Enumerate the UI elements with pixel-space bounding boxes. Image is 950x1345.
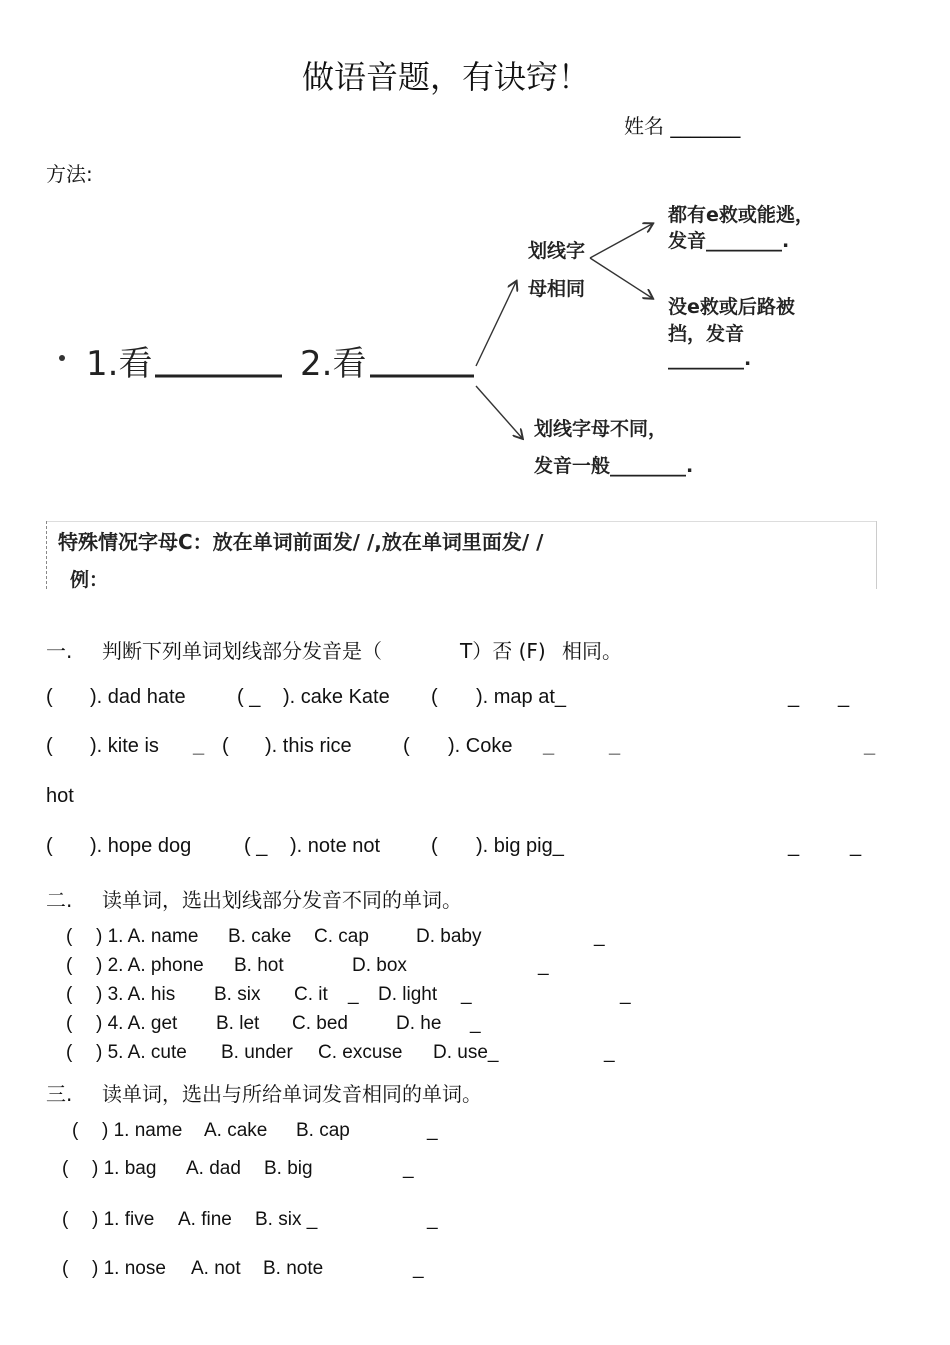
underline-mark: _ <box>850 835 862 857</box>
e-rescue-line2: 发音________. <box>668 230 790 252</box>
underline-mark: _ <box>470 1013 481 1034</box>
underline-mark: _ <box>604 1042 615 1063</box>
section1-heading-end: 相同。 <box>562 639 622 663</box>
diagram-lines <box>0 0 950 500</box>
answer-paren[interactable]: ( <box>72 1120 79 1141</box>
option-b: B. cap <box>296 1120 350 1141</box>
diff-letters-line1: 划线字母不同， <box>534 418 668 440</box>
answer-paren[interactable]: ( <box>66 955 73 976</box>
underline-mark: _ <box>193 735 205 757</box>
e-rescue-line1: 都有e救或能逃， <box>668 204 814 226</box>
question-word: ) 1. five <box>92 1209 155 1230</box>
underline-mark: _ <box>838 686 850 708</box>
box-left-border <box>46 521 47 589</box>
underline-mark: _ <box>348 984 359 1005</box>
underline-mark: _ <box>864 735 876 757</box>
word-pair: ). Coke <box>448 735 513 757</box>
option-c: C. cap <box>314 926 369 947</box>
section2-heading: 读单词，选出划线部分发音不同的单词。 <box>102 888 462 912</box>
word-pair: ). cake Kate <box>283 686 390 708</box>
option-b: B. six <box>214 984 261 1005</box>
option-b: B. cake <box>228 926 292 947</box>
answer-paren[interactable]: ( <box>62 1258 69 1279</box>
option-d: D. baby <box>416 926 482 947</box>
answer-paren[interactable]: ( <box>62 1158 69 1179</box>
word-pair: ). big pig_ <box>476 835 564 857</box>
option-a: A. fine <box>178 1209 232 1230</box>
underline-mark: _ <box>620 984 631 1005</box>
option-a: A. cake <box>204 1120 268 1141</box>
option-b: B. six _ <box>255 1209 318 1230</box>
option-d: D. use_ <box>433 1042 499 1063</box>
answer-paren[interactable]: ( <box>222 735 229 757</box>
no-e-line2: 挡，发音 <box>668 323 745 345</box>
answer-paren[interactable]: ( <box>46 835 53 857</box>
word-hot: hot <box>46 785 74 807</box>
underline-mark: _ <box>609 735 621 757</box>
page-title: 做语音题，有诀窍！ <box>302 58 591 96</box>
option-c: C. it <box>294 984 328 1005</box>
option-d: D. box <box>352 955 407 976</box>
section3-heading: 读单词，选出与所给单词发音相同的单词。 <box>102 1082 482 1106</box>
question-word: ) 1. nose <box>92 1258 166 1279</box>
underline-mark: _ <box>403 1158 414 1179</box>
word-pair: ). this rice <box>265 735 352 757</box>
section1-heading-tf: T）否 (F) <box>460 639 546 663</box>
arrow-to-same <box>476 282 516 366</box>
underline-mark: _ <box>461 984 472 1005</box>
underline-mark: _ <box>538 955 549 976</box>
word-pair: ). dad hate <box>90 686 186 708</box>
answer-paren[interactable]: ( <box>431 835 438 857</box>
word-pair: ). map at_ <box>476 686 567 708</box>
option-b: B. note <box>263 1258 324 1279</box>
answer-paren[interactable]: ( <box>66 1042 73 1063</box>
special-example-label: 例： <box>70 569 109 591</box>
option-d: D. he <box>396 1013 442 1034</box>
option-a: A. dad <box>186 1158 241 1179</box>
underline-mark: _ <box>788 686 800 708</box>
option-b: B. under <box>221 1042 293 1063</box>
section1-heading: 判断下列单词划线部分发音是（ <box>102 639 382 663</box>
no-e-line3: ________. <box>668 348 752 370</box>
option-c: C. bed <box>292 1013 348 1034</box>
box-top-border <box>46 521 876 522</box>
answer-paren[interactable]: ( <box>62 1209 69 1230</box>
answer-paren[interactable]: ( <box>403 735 410 757</box>
option-c: C. excuse <box>318 1042 403 1063</box>
bullet-dot <box>59 355 65 361</box>
question-word: ) 1. A. name <box>96 926 199 947</box>
question-word: ) 5. A. cute <box>96 1042 187 1063</box>
arrow-to-diff <box>476 386 522 438</box>
arrow-to-no-e <box>590 258 652 298</box>
underline-mark: _ <box>594 926 605 947</box>
word-pair: ). kite is <box>90 735 159 757</box>
option-a: A. not <box>191 1258 241 1279</box>
arrow-to-e-rescue <box>590 224 652 258</box>
underline-mark: _ <box>413 1258 424 1279</box>
answer-paren[interactable]: ( _ <box>237 686 261 708</box>
underline-mark: _ <box>543 735 555 757</box>
word-pair: ). note not <box>290 835 381 857</box>
box-right-border <box>876 521 877 589</box>
answer-paren[interactable]: ( <box>66 926 73 947</box>
underline-mark: _ <box>427 1209 438 1230</box>
question-word: ) 3. A. his <box>96 984 176 1005</box>
question-word: ) 1. name <box>102 1120 183 1141</box>
method-label: 方法: <box>46 162 93 186</box>
answer-paren[interactable]: ( <box>66 984 73 1005</box>
no-e-line1: 没e救或后路被 <box>668 296 795 318</box>
special-case-text: 特殊情况字母C：放在单词前面发/ /,放在单词里面发/ / <box>58 530 544 554</box>
underline-mark: _ <box>427 1120 438 1141</box>
question-word: ) 4. A. get <box>96 1013 178 1034</box>
section2-number: 二. <box>46 888 73 912</box>
question-word: ) 2. A. phone <box>96 955 204 976</box>
answer-paren[interactable]: ( _ <box>244 835 268 857</box>
question-word: ) 1. bag <box>92 1158 157 1179</box>
section1-number: 一. <box>46 639 73 663</box>
word-pair: ). hope dog <box>90 835 192 857</box>
same-letters-line1: 划线字 <box>528 240 586 262</box>
option-d: D. light <box>378 984 438 1005</box>
option-b: B. big <box>264 1158 313 1179</box>
option-b: B. let <box>216 1013 260 1034</box>
name-field-label: 姓名 _______ <box>624 114 741 138</box>
answer-paren[interactable]: ( <box>431 686 438 708</box>
underline-mark: _ <box>788 835 800 857</box>
option-b: B. hot <box>234 955 284 976</box>
answer-paren[interactable]: ( <box>46 686 53 708</box>
answer-paren[interactable]: ( <box>66 1013 73 1034</box>
answer-paren[interactable]: ( <box>46 735 53 757</box>
look-step-2: 2.看 <box>300 344 367 384</box>
same-letters-line2: 母相同 <box>528 278 586 300</box>
section3-number: 三. <box>46 1082 73 1106</box>
diff-letters-line2: 发音一般________. <box>534 455 694 477</box>
look-step-1: 1.看 <box>86 344 153 384</box>
